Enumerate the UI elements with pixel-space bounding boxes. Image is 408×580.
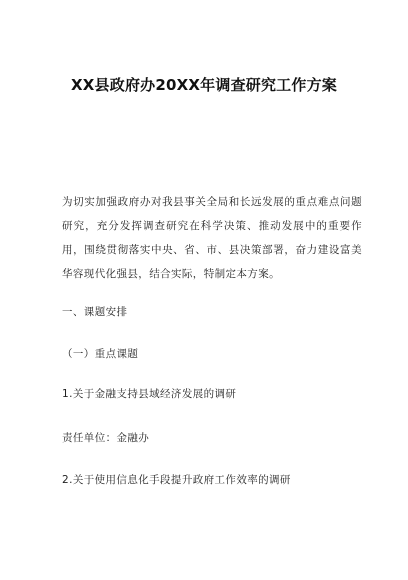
topic-item-1 <box>62 386 236 402</box>
topic-item-1-responsible-unit: 责任单位：金融办 <box>62 432 150 444</box>
topic-item-2 <box>62 472 291 488</box>
subsection-heading: （一）重点课题 <box>62 348 139 360</box>
section-heading: 一、课题安排 <box>62 306 128 318</box>
topic-item-2-number: 2. <box>62 474 73 486</box>
topic-item-1-text: 关于金融支持县域经济发展的调研 <box>72 388 237 400</box>
topic-item-2-text: 关于使用信息化手段提升政府工作效率的调研 <box>72 474 291 486</box>
intro-paragraph: 为切实加强政府办对我县事关全局和长远发展的重点难点问题研究，充分发挥调查研究在科学决策、推动发展中的重要作用，围绕贯彻落实中央、省、市、县决策部署，奋力建设富美华容现代化强县，结合实际，特制定本方案。 <box>62 196 362 280</box>
topic-item-1-number: 1. <box>62 388 73 400</box>
document-title: XX县政府办20XX年调查研究工作方案 <box>71 76 337 95</box>
